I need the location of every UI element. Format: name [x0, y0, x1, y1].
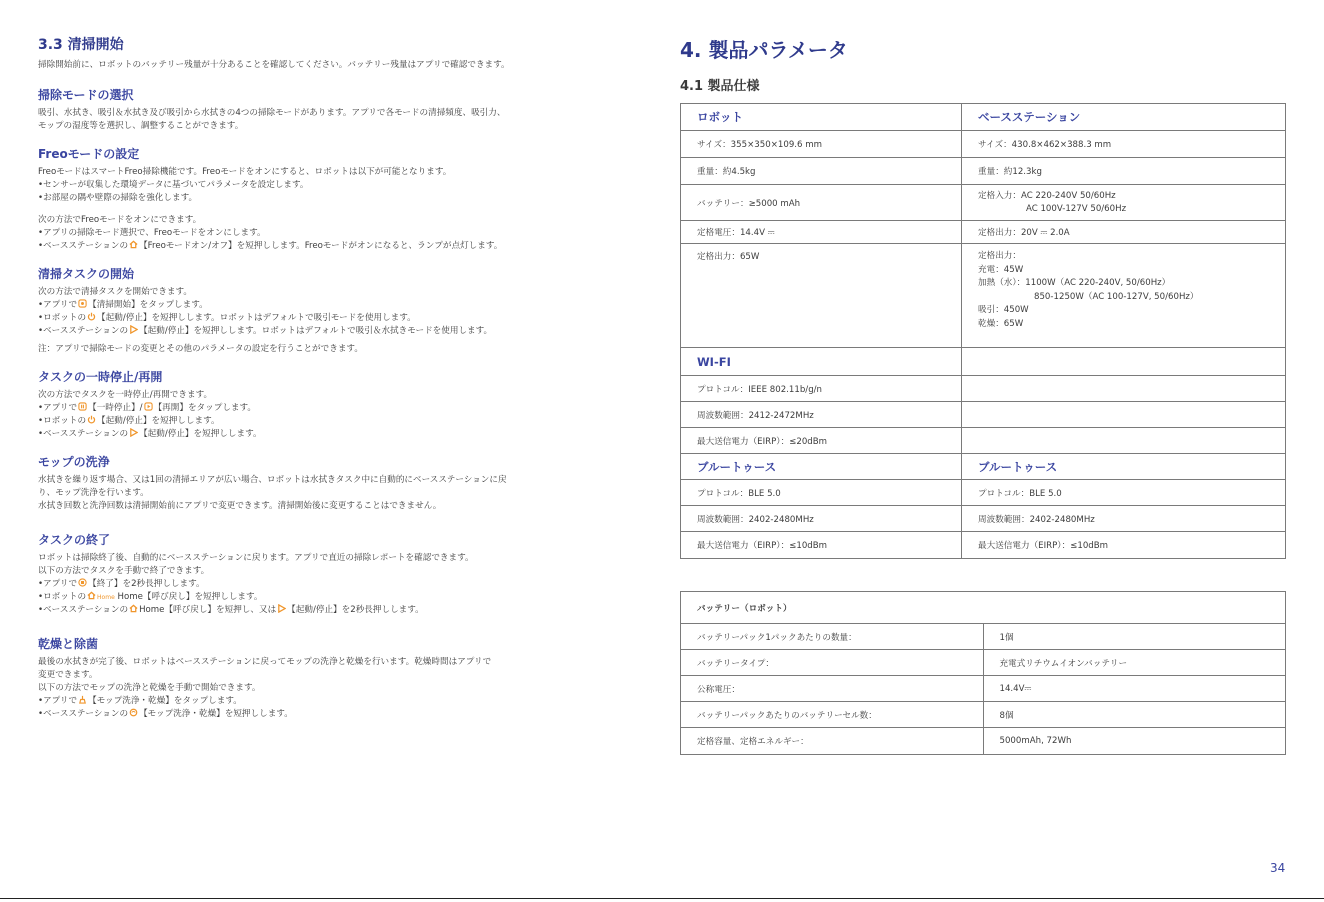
battery-row: [681, 650, 1286, 676]
spec-row: [681, 506, 1286, 532]
spec-cell: 周波数範囲：2402-2480MHz: [681, 506, 962, 532]
power-icon: [87, 415, 96, 424]
battery-cell: 8個: [983, 702, 1286, 728]
spec-header-row: [681, 104, 1286, 131]
spec-cell: 重量：約4.5kg: [681, 158, 962, 185]
robot-header: ロボット: [681, 104, 962, 131]
right-page: [680, 34, 1286, 755]
end-task-robot-line: •ロボットの Home Home【呼び戻し】を短押しします。: [38, 592, 263, 602]
battery-row: [681, 728, 1286, 755]
mop-wash-line: 水拭き回数と洗浄回数は清掃開始前にアプリで変更できます。清掃開始後に変更することはできません。: [38, 501, 442, 511]
spec-subtitle: 4.1 製品仕様: [680, 79, 760, 94]
spec-row: [681, 244, 1286, 348]
dry-section: [38, 635, 644, 721]
pause-line: 次の方法でタスクを一時停止/再開できます。: [38, 390, 213, 400]
mop-wash-icon: [129, 708, 138, 717]
spec-row: [681, 480, 1286, 506]
dry-heading: 乾燥と除菌: [38, 637, 99, 651]
spec-cell: 最大送信電力（EIRP）：≤10dBm: [681, 532, 962, 559]
spec-row: [681, 221, 1286, 244]
resume-icon: [144, 402, 153, 411]
mop-wash-heading: モップの洗浄: [38, 455, 110, 469]
battery-cell: バッテリータイプ：: [681, 650, 984, 676]
spec-cell: 周波数範囲：2402-2480MHz: [962, 506, 1286, 532]
dry-line: 以下の方法でモップの洗浄と乾燥を手動で開始できます。: [38, 683, 261, 693]
play-icon: [129, 428, 138, 437]
spec-cell: 最大送信電力（EIRP）：≤20dBm: [681, 428, 962, 454]
mode-select-line: モップの湿度等を選択し、調整することができます。: [38, 121, 244, 131]
freo-line: •センサーが収集した環境データに基づいてパラメータを設定します。: [38, 180, 309, 190]
page-number: 34: [1270, 861, 1286, 875]
home-icon: [129, 240, 138, 249]
start-task-heading: 清掃タスクの開始: [38, 267, 135, 281]
bluetooth-header-row: [681, 454, 1286, 480]
wifi-header-row: [681, 348, 1286, 376]
mop-wash-line: 水拭きを繰り返す場合、又は1回の清掃エリアが広い場合、ロボットは水拭きタスク中に自動的にベースステーションに戻: [38, 475, 507, 485]
end-task-line: 以下の方法でタスクを手動で終了できます。: [38, 566, 210, 576]
spec-cell: プロトコル：BLE 5.0: [681, 480, 962, 506]
mop-dry-icon: [78, 695, 87, 704]
intro-text: 掃除開始前に、ロボットのバッテリー残量が十分あることを確認してください。バッテリー残量はアプリで確認できます。: [38, 60, 510, 70]
bluetooth-header: ブルートゥース: [962, 454, 1286, 480]
start-task-note: 注：アプリで掃除モードの変更とその他のパラメータの設定を行うことができます。: [38, 344, 363, 354]
pause-icon: [78, 402, 87, 411]
spec-cell: 定格出力： 充電：45W 加熱（水）：1100W（AC 220-240V, 50/60Hz） 850-1250W（AC 100-127V, 50/60Hz） 吸引：450W 乾燥：65W: [962, 244, 1286, 348]
end-task-line: ロボットは掃除終了後、自動的にベースステーションに戻ります。アプリで直近の掃除レポートを確認できます。: [38, 553, 474, 563]
start-task-section: [38, 265, 644, 356]
mode-select-heading: 掃除モードの選択: [38, 88, 134, 102]
bluetooth-header: ブルートゥース: [681, 454, 962, 480]
spec-cell: プロトコル：IEEE 802.11b/g/n: [681, 376, 962, 402]
spec-cell: サイズ：355×350×109.6 mm: [681, 131, 962, 158]
dry-line: 変更できます。: [38, 670, 98, 680]
dry-app-line: •アプリで 【モップ洗浄・乾燥】をタップします。: [38, 696, 242, 706]
spec-cell: 定格出力：20V ⎓ 2.0A: [962, 221, 1286, 244]
mop-wash-section: [38, 453, 644, 513]
battery-row: [681, 702, 1286, 728]
battery-cell: 定格容量、定格エネルギー：: [681, 728, 984, 755]
spec-row: [681, 402, 1286, 428]
battery-cell: 1個: [983, 624, 1286, 650]
clean-start-icon: [78, 299, 87, 308]
battery-cell: バッテリーパック1パックあたりの数量：: [681, 624, 984, 650]
play-icon: [277, 604, 286, 613]
end-task-section: [38, 531, 644, 617]
spec-cell: 周波数範囲：2412-2472MHz: [681, 402, 962, 428]
freo-line: •お部屋の隅や壁際の掃除を強化します。: [38, 193, 198, 203]
station-header: ベースステーション: [962, 104, 1286, 131]
spec-row: [681, 131, 1286, 158]
wifi-header: WI-FI: [681, 348, 962, 376]
spec-row: [681, 376, 1286, 402]
freo-line: FreoモードはスマートFreo掃除機能です。Freoモードをオンにすると、ロボットは以下が可能となります。: [38, 167, 452, 177]
spec-row: [681, 428, 1286, 454]
battery-cell: 5000mAh, 72Wh: [983, 728, 1286, 755]
mop-wash-line: り、モップ洗浄を行います。: [38, 488, 149, 498]
battery-cell: 充電式リチウムイオンバッテリー: [983, 650, 1286, 676]
end-task-app-line: •アプリで 【終了】を2秒長押しします。: [38, 579, 205, 589]
spec-cell: 最大送信電力（EIRP）：≤10dBm: [962, 532, 1286, 559]
pause-heading: タスクの一時停止/再開: [38, 370, 163, 384]
pause-section: [38, 368, 644, 441]
page-title: 4. 製品パラメータ: [680, 38, 848, 62]
spec-row: [681, 158, 1286, 185]
battery-table: [680, 591, 1286, 755]
start-task-line: 次の方法で清掃タスクを開始できます。: [38, 287, 193, 297]
freo-line: 次の方法でFreoモードをオンにできます。: [38, 215, 202, 225]
battery-cell: 公称電圧：: [681, 676, 984, 702]
power-icon: [87, 312, 96, 321]
spec-row: [681, 185, 1286, 221]
left-page: [38, 34, 644, 733]
end-task-station-line: •ベースステーションの Home【呼び戻し】を短押し、又は 【起動/停止】を2秒長押しします。: [38, 605, 424, 615]
battery-row: [681, 676, 1286, 702]
start-task-robot-line: •ロボットの 【起動/停止】を短押しします。ロボットはデフォルトで吸引モードを使用します。: [38, 313, 416, 323]
pause-robot-line: •ロボットの 【起動/停止】を短押しします。: [38, 416, 220, 426]
section-title: 3.3 清掃開始: [38, 37, 124, 53]
freo-station-line: •ベースステーションの 【Freoモードオン/オフ】を短押しします。Freoモードがオンになると、ランプが点灯します。: [38, 241, 503, 251]
battery-header: バッテリー（ロボット）: [681, 592, 1286, 624]
freo-line: •アプリの掃除モード選択で、Freoモードをオンにします。: [38, 228, 266, 238]
pause-station-line: •ベースステーションの 【起動/停止】を短押しします。: [38, 429, 262, 439]
start-task-station-line: •ベースステーションの 【起動/停止】を短押しします。ロボットはデフォルトで吸引＆水拭きモードを使用します。: [38, 326, 493, 336]
spec-row: [681, 532, 1286, 559]
home-icon: [87, 591, 96, 600]
battery-header-row: [681, 592, 1286, 624]
stop-icon: [78, 578, 87, 587]
mode-select-line: 吸引、水拭き、吸引＆水拭き及び吸引から水拭きの4つの掃除モードがあります。アプリで各モードの清掃頻度、吸引力、: [38, 108, 506, 118]
spec-cell: サイズ：430.8×462×388.3 mm: [962, 131, 1286, 158]
battery-cell: 14.4V⎓: [983, 676, 1286, 702]
pause-app-line: •アプリで 【一時停止】/ 【再開】をタップします。: [38, 403, 257, 413]
spec-table: [680, 103, 1286, 559]
mode-select-section: [38, 86, 644, 133]
dry-line: 最後の水拭きが完了後、ロボットはベースステーションに戻ってモップの洗浄と乾燥を行います。乾燥時間はアプリで: [38, 657, 492, 667]
dry-station-line: •ベースステーションの 【モップ洗浄・乾燥】を短押しします。: [38, 709, 293, 719]
spec-cell: 重量：約12.3kg: [962, 158, 1286, 185]
bottom-divider: [0, 898, 1324, 899]
spec-cell: バッテリー：≥5000 mAh: [681, 185, 962, 221]
spec-cell: 定格出力：65W: [681, 244, 962, 348]
spec-cell: 定格入力：AC 220-240V 50/60Hz AC 100V-127V 50/60Hz: [962, 185, 1286, 221]
freo-section: [38, 145, 644, 253]
home-icon: [129, 604, 138, 613]
spec-cell: 定格電圧：14.4V ⎓: [681, 221, 962, 244]
play-icon: [129, 325, 138, 334]
spec-cell: プロトコル：BLE 5.0: [962, 480, 1286, 506]
start-task-app-line: •アプリで 【清掃開始】をタップします。: [38, 300, 208, 310]
freo-heading: Freoモードの設定: [38, 147, 140, 161]
battery-cell: バッテリーパックあたりのバッテリーセル数：: [681, 702, 984, 728]
battery-row: [681, 624, 1286, 650]
end-task-heading: タスクの終了: [38, 533, 111, 547]
